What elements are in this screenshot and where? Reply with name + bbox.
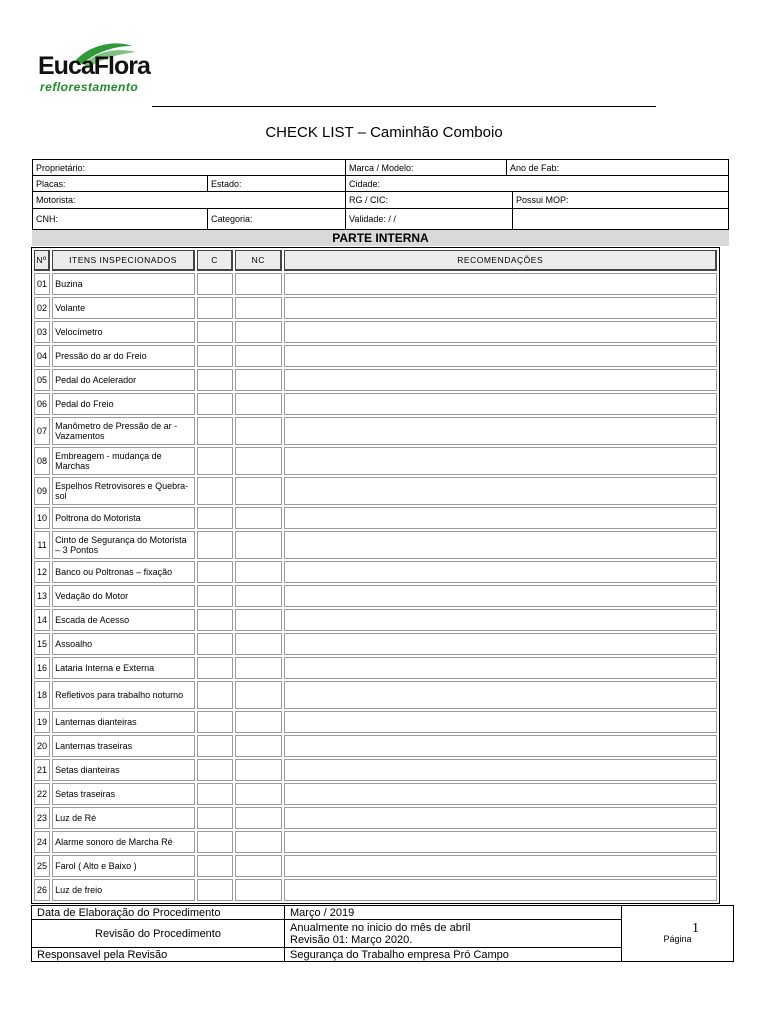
item-label: Buzina [52, 273, 195, 295]
recommendation-field[interactable] [284, 531, 717, 559]
recommendation-field[interactable] [284, 345, 717, 367]
field-proprietario[interactable]: Proprietário: [33, 160, 346, 176]
table-row [34, 609, 717, 631]
item-number: 01 [34, 273, 50, 295]
table-row [34, 879, 717, 901]
checkbox-nao-conforme[interactable] [235, 273, 282, 295]
item-label: Setas dianteiras [52, 759, 195, 781]
checkbox-nao-conforme[interactable] [235, 477, 282, 505]
procedure-footer [31, 905, 734, 962]
page-box [622, 906, 734, 962]
footer-revisao-value [285, 920, 622, 948]
checkbox-conforme[interactable] [197, 585, 233, 607]
table-row [34, 711, 717, 733]
item-number: 15 [34, 633, 50, 655]
checkbox-conforme[interactable] [197, 417, 233, 445]
checkbox-nao-conforme[interactable] [235, 783, 282, 805]
footer-responsavel-label: Responsavel pela Revisão [32, 948, 285, 962]
table-row [34, 273, 717, 295]
recommendation-field[interactable] [284, 759, 717, 781]
item-label: Lataria Interna e Externa [52, 657, 195, 679]
item-label: Alarme sonoro de Marcha Ré [52, 831, 195, 853]
table-row [34, 855, 717, 877]
item-label: Farol ( Alto e Baixo ) [52, 855, 195, 877]
checkbox-conforme[interactable] [197, 879, 233, 901]
table-row [34, 831, 717, 853]
checkbox-conforme[interactable] [197, 633, 233, 655]
item-number: 09 [34, 477, 50, 505]
item-label: Cinto de Segurança do Motorista – 3 Pontos [52, 531, 195, 559]
item-label: Luz de Ré [52, 807, 195, 829]
field-cnh[interactable]: CNH: [33, 209, 208, 229]
item-number: 06 [34, 393, 50, 415]
checkbox-conforme[interactable] [197, 609, 233, 631]
field-blank[interactable] [513, 209, 728, 229]
identification-block [32, 159, 729, 230]
recommendation-field[interactable] [284, 807, 717, 829]
checkbox-conforme[interactable] [197, 297, 233, 319]
item-number: 16 [34, 657, 50, 679]
checkbox-nao-conforme[interactable] [235, 855, 282, 877]
item-label: Pressão do ar do Freio [52, 345, 195, 367]
item-label: Luz de freio [52, 879, 195, 901]
item-number: 26 [34, 879, 50, 901]
table-row [34, 531, 717, 559]
item-number: 07 [34, 417, 50, 445]
item-label: Refletivos para trabalho noturno [52, 681, 195, 709]
checkbox-conforme[interactable] [197, 507, 233, 529]
recommendation-field[interactable] [284, 855, 717, 877]
section-title: PARTE INTERNA [32, 230, 729, 246]
footer-revisao-line1: Anualmente no inicio do mês de abril [290, 921, 471, 934]
recommendation-field[interactable] [284, 393, 717, 415]
table-row [34, 393, 717, 415]
item-label: Escada de Acesso [52, 609, 195, 631]
col-num-header: Nº [34, 250, 50, 271]
item-number: 05 [34, 369, 50, 391]
item-number: 23 [34, 807, 50, 829]
checkbox-nao-conforme[interactable] [235, 297, 282, 319]
item-label: Assoalho [52, 633, 195, 655]
checkbox-nao-conforme[interactable] [235, 321, 282, 343]
checkbox-conforme[interactable] [197, 369, 233, 391]
header-rule [152, 106, 656, 107]
field-ano-fab[interactable]: Ano de Fab: [507, 160, 728, 176]
page-label: Página [663, 933, 692, 944]
recommendation-field[interactable] [284, 369, 717, 391]
table-row [34, 735, 717, 757]
item-number: 08 [34, 447, 50, 475]
item-number: 18 [34, 681, 50, 709]
checkbox-conforme[interactable] [197, 447, 233, 475]
checkbox-nao-conforme[interactable] [235, 417, 282, 445]
recommendation-field[interactable] [284, 783, 717, 805]
checkbox-nao-conforme[interactable] [235, 369, 282, 391]
checkbox-conforme[interactable] [197, 273, 233, 295]
field-placas[interactable]: Placas: [33, 176, 208, 192]
page-number: 1 [692, 920, 699, 936]
footer-responsavel-value: Segurança do Trabalho empresa Pró Campo [285, 948, 622, 962]
field-cidade[interactable]: Cidade: [346, 176, 728, 192]
item-number: 20 [34, 735, 50, 757]
field-motorista[interactable]: Motorista: [33, 192, 346, 209]
item-number: 24 [34, 831, 50, 853]
item-number: 21 [34, 759, 50, 781]
recommendation-field[interactable] [284, 561, 717, 583]
col-rec-header: RECOMENDAÇÕES [284, 250, 717, 271]
item-label: Lanternas traseiras [52, 735, 195, 757]
recommendation-field[interactable] [284, 681, 717, 709]
recommendation-field[interactable] [284, 447, 717, 475]
checkbox-conforme[interactable] [197, 561, 233, 583]
checkbox-conforme[interactable] [197, 831, 233, 853]
item-label: Embreagem - mudança de Marchas [52, 447, 195, 475]
table-row [34, 447, 717, 475]
checkbox-nao-conforme[interactable] [235, 585, 282, 607]
checkbox-conforme[interactable] [197, 393, 233, 415]
table-row [34, 633, 717, 655]
checkbox-conforme[interactable] [197, 735, 233, 757]
footer-revisao-line2: Revisão 01: Março 2020. [290, 933, 413, 946]
checkbox-conforme[interactable] [197, 681, 233, 709]
footer-data-label: Data de Elaboração do Procedimento [32, 906, 285, 920]
item-number: 22 [34, 783, 50, 805]
item-label: Banco ou Poltronas – fixação [52, 561, 195, 583]
field-marca-modelo[interactable]: Marca / Modelo: [346, 160, 507, 176]
recommendation-field[interactable] [284, 507, 717, 529]
table-row [34, 507, 717, 529]
checkbox-nao-conforme[interactable] [235, 633, 282, 655]
recommendation-field[interactable] [284, 609, 717, 631]
field-possui-mop[interactable]: Possui MOP: [513, 192, 728, 209]
checkbox-nao-conforme[interactable] [235, 531, 282, 559]
checkbox-nao-conforme[interactable] [235, 657, 282, 679]
item-number: 10 [34, 507, 50, 529]
checkbox-nao-conforme[interactable] [235, 345, 282, 367]
recommendation-field[interactable] [284, 735, 717, 757]
table-row [34, 369, 717, 391]
recommendation-field[interactable] [284, 477, 717, 505]
item-label: Manômetro de Pressão de ar - Vazamentos [52, 417, 195, 445]
checkbox-nao-conforme[interactable] [235, 681, 282, 709]
checkbox-nao-conforme[interactable] [235, 561, 282, 583]
recommendation-field[interactable] [284, 273, 717, 295]
field-rg-cic[interactable]: RG / CIC: [346, 192, 513, 209]
item-number: 19 [34, 711, 50, 733]
eucaflora-logo [36, 40, 154, 100]
field-categoria[interactable]: Categoria: [208, 209, 346, 229]
table-row [34, 417, 717, 445]
item-label: Vedação do Motor [52, 585, 195, 607]
recommendation-field[interactable] [284, 879, 717, 901]
checkbox-nao-conforme[interactable] [235, 609, 282, 631]
table-row [34, 321, 717, 343]
recommendation-field[interactable] [284, 321, 717, 343]
checkbox-nao-conforme[interactable] [235, 759, 282, 781]
item-label: Espelhos Retrovisores e Quebra-sol [52, 477, 195, 505]
table-row [34, 345, 717, 367]
checkbox-conforme[interactable] [197, 807, 233, 829]
checkbox-nao-conforme[interactable] [235, 879, 282, 901]
item-number: 11 [34, 531, 50, 559]
checkbox-conforme[interactable] [197, 855, 233, 877]
checkbox-nao-conforme[interactable] [235, 807, 282, 829]
table-row [34, 297, 717, 319]
table-row [34, 477, 717, 505]
footer-data-value: Março / 2019 [285, 906, 622, 920]
checkbox-nao-conforme[interactable] [235, 507, 282, 529]
item-label: Velocímetro [52, 321, 195, 343]
col-items-header: ITENS INSPECIONADOS [52, 250, 195, 271]
checkbox-conforme[interactable] [197, 657, 233, 679]
field-validade[interactable]: Validade: / / [346, 209, 513, 229]
recommendation-field[interactable] [284, 297, 717, 319]
recommendation-field[interactable] [284, 417, 717, 445]
table-row [34, 561, 717, 583]
recommendation-field[interactable] [284, 657, 717, 679]
col-c-header: C [197, 250, 233, 271]
checkbox-conforme[interactable] [197, 783, 233, 805]
checkbox-nao-conforme[interactable] [235, 831, 282, 853]
recommendation-field[interactable] [284, 711, 717, 733]
checkbox-conforme[interactable] [197, 759, 233, 781]
checkbox-conforme[interactable] [197, 345, 233, 367]
item-label: Volante [52, 297, 195, 319]
table-row [34, 657, 717, 679]
page-title: CHECK LIST – Caminhão Comboio [265, 124, 503, 141]
footer-revisao-label: Revisão do Procedimento [32, 920, 285, 948]
recommendation-field[interactable] [284, 633, 717, 655]
inspection-table [31, 247, 720, 904]
table-row [34, 681, 717, 709]
table-row [34, 807, 717, 829]
item-number: 13 [34, 585, 50, 607]
checkbox-conforme[interactable] [197, 321, 233, 343]
logo-subtitle: reflorestamento [40, 80, 139, 94]
item-number: 14 [34, 609, 50, 631]
table-row [34, 585, 717, 607]
item-label: Pedal do Freio [52, 393, 195, 415]
checkbox-conforme[interactable] [197, 711, 233, 733]
checkbox-conforme[interactable] [197, 531, 233, 559]
recommendation-field[interactable] [284, 831, 717, 853]
item-number: 03 [34, 321, 50, 343]
item-label: Pedal do Acelerador [52, 369, 195, 391]
logo-brand: EucaFlora [38, 52, 150, 80]
table-row [34, 759, 717, 781]
item-label: Setas traseiras [52, 783, 195, 805]
item-label: Lanternas dianteiras [52, 711, 195, 733]
table-row [34, 783, 717, 805]
item-number: 04 [34, 345, 50, 367]
item-number: 02 [34, 297, 50, 319]
checkbox-nao-conforme[interactable] [235, 711, 282, 733]
field-estado[interactable]: Estado: [208, 176, 346, 192]
col-nc-header: NC [235, 250, 282, 271]
checkbox-nao-conforme[interactable] [235, 447, 282, 475]
checkbox-nao-conforme[interactable] [235, 393, 282, 415]
checkbox-nao-conforme[interactable] [235, 735, 282, 757]
recommendation-field[interactable] [284, 585, 717, 607]
checkbox-conforme[interactable] [197, 477, 233, 505]
item-number: 12 [34, 561, 50, 583]
item-number: 25 [34, 855, 50, 877]
item-label: Poltrona do Motorista [52, 507, 195, 529]
